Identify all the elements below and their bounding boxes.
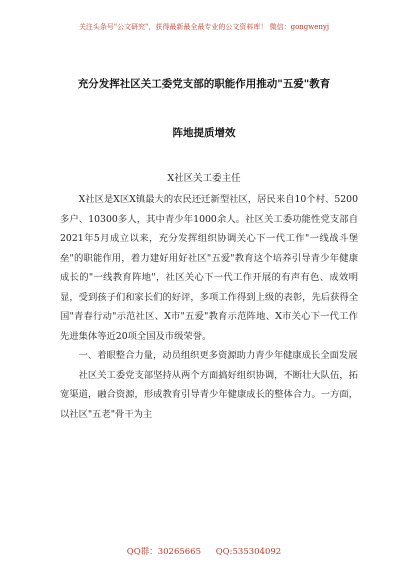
document-title-line-1: 充分发挥社区关工委党支部的职能作用推动"五爱"教育	[77, 78, 331, 90]
header-promo-note: 关注头条号"公文研究"，获得最新最全最专业的公文资料库！ 微信：gongwenyj	[78, 23, 330, 31]
document-title-line-2: 阵地提质增效	[172, 127, 236, 139]
body-paragraph-2: 社区关工委党支部坚持从两个方面搞好组织协调，不断壮大队伍，拓宽渠道，融合资源，形成教育引导青少年健康成长的整体合力。一方面，以社区"五老"骨干为主	[60, 369, 358, 420]
document-author: X社区关工委主任	[167, 173, 241, 184]
footer-qq-group: QQ群：30265665	[126, 547, 201, 557]
body-paragraph-1: X社区是X区X镇最大的农民还迁新型社区，居民来自10个村、5200多户、10300多人，其中青少年1000余人。社区关工委功能性党支部自2021年5月成立以来，充分发挥组织协调关心下一代工作"一线战斗堡垒"的职能作用，着力建好用好社区"五爱"教育这个培养引导青少年健康成长的"一线教育阵地"，社区关心下一代工作开展的有声有色、成效明显，受到孩子们和家长们的好评，多项工作得到上级的表彰，先后获得全国"青春行动"示范社区、X市"五爱"教育示范阵地、X市关心下一代工作先进集体等近20项全国及市级荣誉。	[60, 194, 358, 342]
footer-contact	[0, 545, 408, 557]
section-heading-1: 一、着眼整合力量，动员组织更多资源助力青少年健康成长全面发展	[78, 350, 358, 361]
document-body	[60, 190, 358, 424]
footer-qq: QQ:535304092	[215, 547, 282, 557]
